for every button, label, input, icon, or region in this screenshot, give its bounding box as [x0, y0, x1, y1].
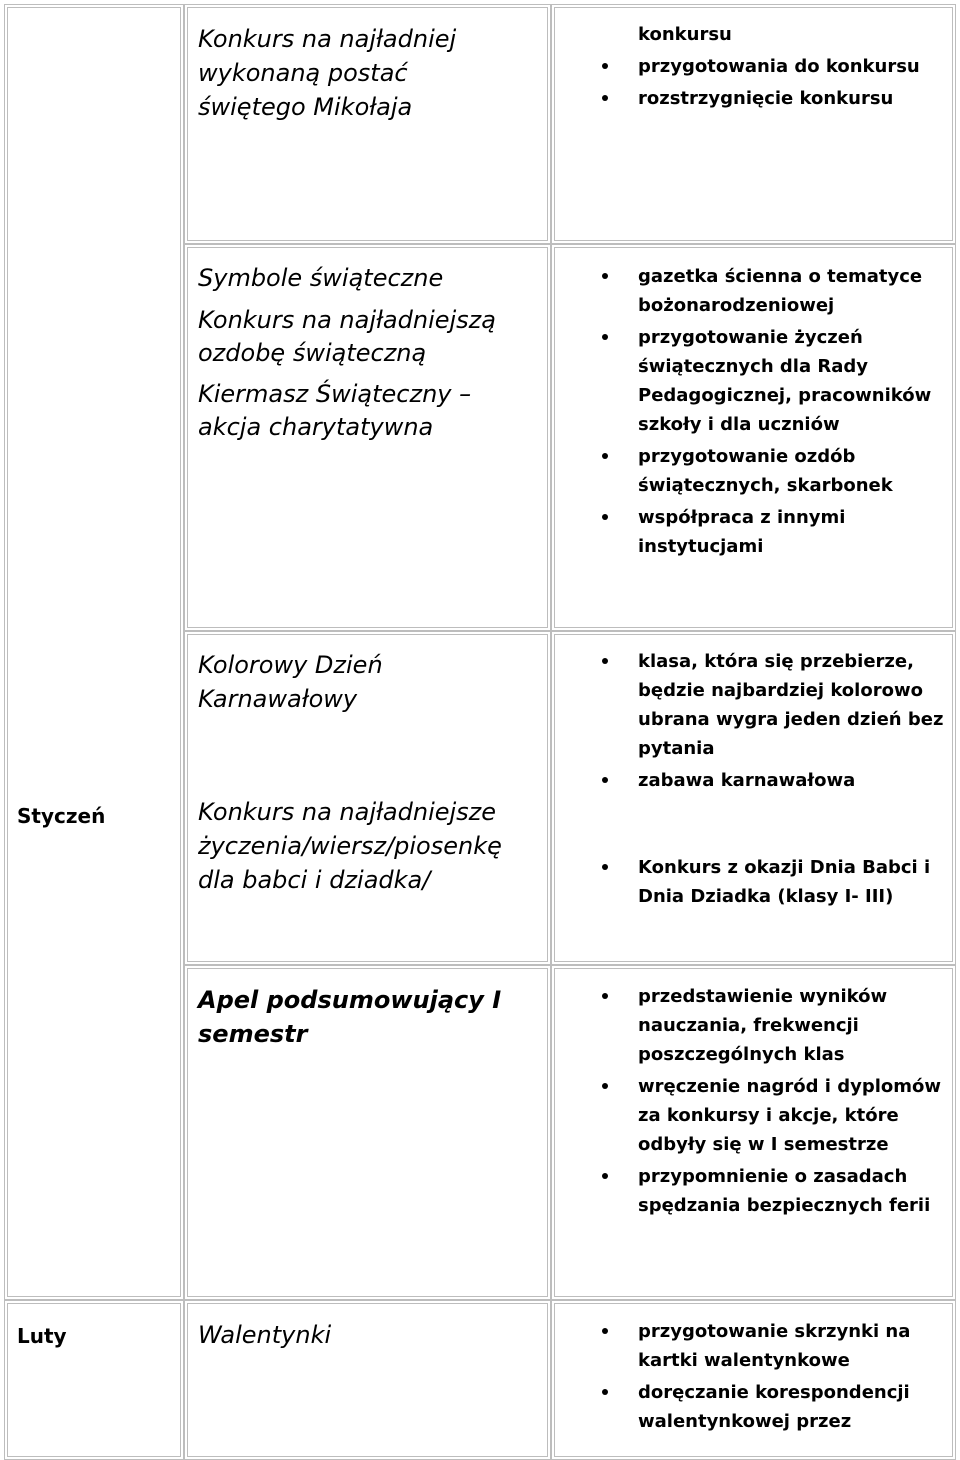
activity-list — [600, 20, 952, 113]
event-line: Symbole świąteczne — [198, 264, 444, 292]
event-line: akcja charytatywna — [198, 413, 434, 441]
activity-item: współpraca z innymi instytucjami — [600, 503, 952, 561]
event-line: życzenia/wiersz/piosenkę — [198, 832, 502, 860]
event-name — [198, 1318, 548, 1352]
activity-list — [600, 647, 952, 911]
event-line: Walentynki — [198, 1321, 332, 1349]
activity-item: doręczanie korespondencji walentynkowej przez — [600, 1378, 952, 1436]
event-name — [198, 983, 548, 1051]
event-line: świętego Mikołaja — [198, 93, 413, 121]
activity-list — [600, 1317, 952, 1436]
cell-month-r1-4 — [4, 4, 184, 1300]
event-name — [198, 262, 548, 444]
activity-item: przygotowanie skrzynki na kartki walentynkowe — [600, 1317, 952, 1375]
event-line: Apel podsumowujący I — [198, 986, 502, 1014]
activity-item: wręczenie nagród i dyplomów za konkursy i akcje, które odbyły się w I semestrze — [600, 1072, 952, 1159]
activity-item: gazetka ścienna o tematyce bożonarodzeniowej — [600, 262, 952, 320]
activity-item: przygotowanie ozdób świątecznych, skarbonek — [600, 442, 952, 500]
event-name — [198, 795, 548, 897]
activity-item: klasa, która się przebierze, będzie najbardziej kolorowo ubrana wygra jeden dzień bez pytania — [600, 647, 952, 763]
activity-item: rozstrzygnięcie konkursu — [600, 84, 952, 113]
event-name — [198, 22, 548, 124]
event-line: semestr — [198, 1020, 308, 1048]
activity-item: przypomnienie o zasadach spędzania bezpiecznych ferii — [600, 1162, 952, 1220]
activity-item: konkursu — [638, 24, 732, 45]
activity-item: przygotowania do konkursu — [600, 52, 952, 81]
activity-list — [600, 262, 952, 561]
activity-item: Konkurs z okazji Dnia Babci i Dnia Dziadka (klasy I- III) — [600, 853, 952, 911]
event-name — [198, 648, 548, 716]
event-line: Konkurs na najładniejszą — [198, 306, 496, 334]
activity-item: przedstawienie wyników nauczania, frekwencji poszczególnych klas — [600, 982, 952, 1069]
month-label: Luty — [17, 1324, 67, 1348]
event-line: Kolorowy Dzień — [198, 651, 383, 679]
activity-list — [600, 982, 952, 1220]
event-line: Konkurs na najładniejsze — [198, 798, 497, 826]
event-line: Karnawałowy — [198, 685, 358, 713]
event-line: ozdobę świąteczną — [198, 339, 427, 367]
activity-item: zabawa karnawałowa — [600, 766, 952, 795]
month-label: Styczeń — [17, 804, 106, 828]
event-line: Konkurs na najładniej — [198, 25, 457, 53]
event-line: dla babci i dziadka/ — [198, 866, 431, 894]
event-line: wykonaną postać — [198, 59, 408, 87]
event-line: Kiermasz Świąteczny – — [198, 380, 472, 408]
activity-item: przygotowanie życzeń świątecznych dla Rady Pedagogicznej, pracowników szkoły i dla uczniów — [600, 323, 952, 439]
